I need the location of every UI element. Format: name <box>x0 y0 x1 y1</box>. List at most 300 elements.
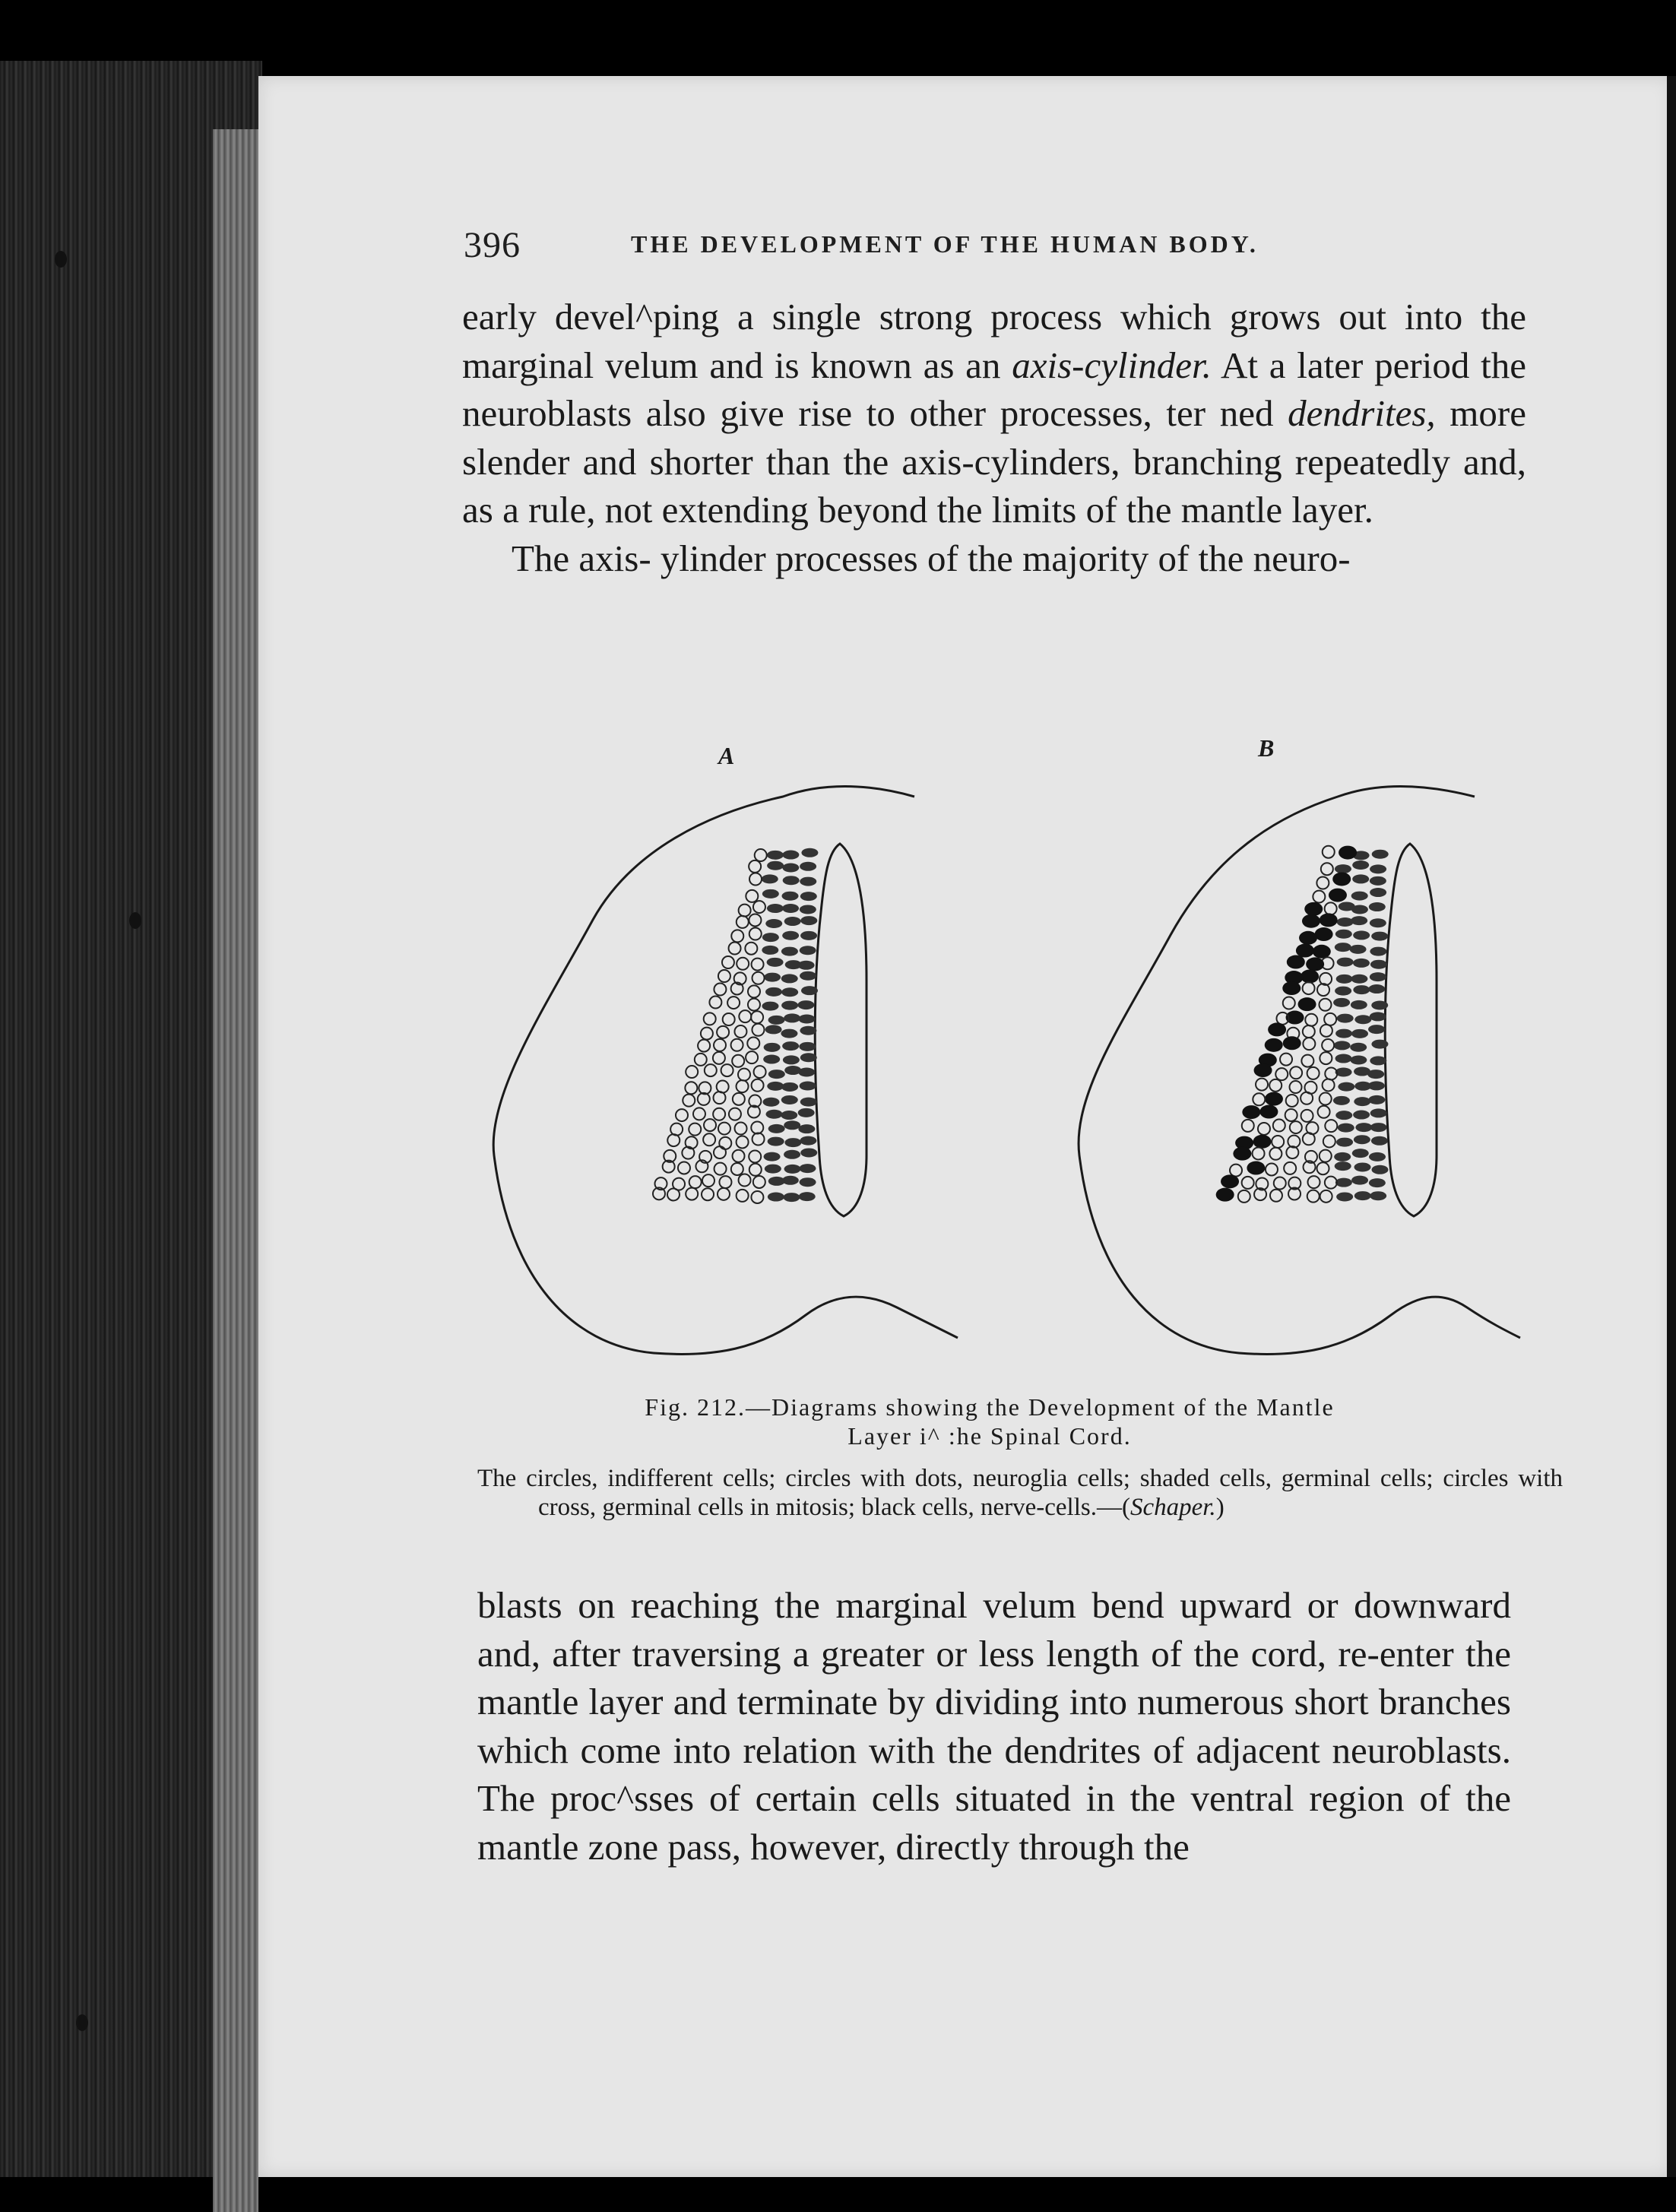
indifferent-cell <box>1273 1120 1285 1132</box>
legend-text: The circles, indifferent cells; circles with dots, neuroglia cells; shaded cells, germinal cells; circles with cross, germinal cells in mitosis; black cells, nerve-cells.—( <box>477 1465 1563 1521</box>
indifferent-cell <box>1238 1190 1250 1203</box>
germinal-cell <box>765 919 782 928</box>
indifferent-cell <box>695 1054 707 1066</box>
indifferent-cell <box>1230 1165 1242 1177</box>
germinal-cell <box>781 1029 797 1038</box>
indifferent-cell <box>689 1176 702 1188</box>
germinal-cell <box>784 1013 800 1022</box>
germinal-cell <box>765 1025 782 1034</box>
indifferent-cell <box>751 1191 763 1203</box>
indifferent-cell <box>1272 1136 1284 1148</box>
indifferent-cell <box>752 972 765 984</box>
germinal-cell <box>1371 932 1388 941</box>
panel-b-diagram <box>1079 787 1520 1355</box>
nerve-cell <box>1287 955 1305 969</box>
panel-a-diagram <box>493 787 958 1355</box>
indifferent-cell <box>749 873 762 886</box>
germinal-cell <box>799 1042 816 1051</box>
indifferent-cell <box>678 1161 690 1174</box>
indifferent-cell <box>729 1108 741 1120</box>
germinal-cell <box>1370 1108 1387 1117</box>
indifferent-cell <box>704 1119 716 1131</box>
germinal-cell <box>781 987 798 997</box>
indifferent-cell <box>749 860 761 873</box>
indifferent-cell <box>1290 1066 1302 1079</box>
indifferent-cell <box>723 1013 735 1025</box>
running-title: THE DEVELOPMENT OF THE HUMAN BODY. <box>631 230 1259 258</box>
germinal-cell <box>764 1043 781 1052</box>
indifferent-cell <box>731 930 743 942</box>
germinal-cell <box>762 933 779 942</box>
nerve-cell <box>1247 1161 1265 1175</box>
scan-speck <box>55 251 67 268</box>
indifferent-cell <box>1256 1079 1268 1091</box>
germinal-cell <box>1370 960 1387 969</box>
page-header <box>464 224 1513 270</box>
indifferent-cell <box>1307 1190 1320 1203</box>
term-dendrites: dendrites, <box>1288 392 1436 434</box>
germinal-cell <box>782 864 799 873</box>
scan-border-right <box>1667 76 1676 2177</box>
indifferent-cell <box>698 1040 710 1052</box>
germinal-cell <box>765 987 782 997</box>
germinal-cell <box>799 1192 816 1201</box>
nerve-cell <box>1298 997 1316 1011</box>
paragraph-bottom <box>477 1581 1511 1871</box>
paragraph-top <box>462 293 1526 582</box>
germinal-cell <box>1353 1111 1370 1120</box>
indifferent-cell <box>1270 1190 1282 1202</box>
indifferent-cell <box>751 1121 763 1133</box>
indifferent-cell <box>1253 1147 1265 1159</box>
nerve-cell <box>1221 1174 1239 1188</box>
indifferent-cell <box>702 1174 714 1187</box>
nerve-cell <box>1254 1063 1272 1077</box>
indifferent-cell <box>739 1174 751 1187</box>
germinal-cell <box>1355 1123 1372 1132</box>
indifferent-cell <box>745 943 757 955</box>
indifferent-cell <box>683 1095 695 1107</box>
indifferent-cell <box>714 1146 726 1158</box>
indifferent-cell <box>1317 984 1329 996</box>
germinal-cell <box>1370 888 1386 897</box>
indifferent-cell <box>718 1123 730 1135</box>
scan-speck <box>76 2014 88 2031</box>
indifferent-cell <box>1301 1055 1313 1067</box>
nerve-cell <box>1216 1188 1234 1202</box>
germinal-cell <box>1353 985 1370 994</box>
indifferent-cell <box>731 1039 743 1051</box>
germinal-cell <box>784 917 801 926</box>
indifferent-cell <box>1253 1093 1265 1105</box>
scan-speck <box>129 912 141 929</box>
nerve-cell <box>1313 945 1331 959</box>
panel-a-cells <box>653 848 818 1203</box>
germinal-cell <box>1335 1054 1352 1063</box>
germinal-cell <box>767 861 784 870</box>
caption-line-2: Layer i^ :he Spinal Cord. <box>848 1422 1132 1450</box>
indifferent-cell <box>704 1013 716 1025</box>
paragraph-continued <box>462 293 1526 534</box>
germinal-cell <box>1352 874 1369 883</box>
germinal-cell <box>768 1177 785 1186</box>
indifferent-cell <box>1286 1146 1298 1158</box>
germinal-cell <box>1352 860 1369 870</box>
indifferent-cell <box>670 1123 683 1136</box>
germinal-cell <box>1369 1152 1386 1161</box>
nerve-cell <box>1282 981 1301 995</box>
germinal-cell <box>765 1165 781 1174</box>
nerve-cell <box>1242 1105 1260 1119</box>
germinal-cell <box>768 1124 785 1133</box>
germinal-cell <box>1336 1192 1353 1201</box>
panel-label-b: B <box>1258 734 1275 762</box>
indifferent-cell <box>749 914 761 926</box>
germinal-cell <box>1353 959 1370 968</box>
indifferent-cell <box>1290 1081 1302 1093</box>
germinal-cell <box>1335 943 1351 952</box>
germinal-cell <box>800 892 817 901</box>
indifferent-cell <box>693 1108 705 1120</box>
germinal-cell <box>1371 1000 1388 1009</box>
page-number: 396 <box>464 225 521 265</box>
indifferent-cell <box>709 997 721 1009</box>
indifferent-cell <box>713 1108 725 1120</box>
germinal-cell <box>1370 947 1386 956</box>
germinal-cell <box>1352 1149 1369 1158</box>
germinal-cell <box>768 1070 785 1079</box>
indifferent-cell <box>739 1010 751 1022</box>
germinal-cell <box>800 931 817 940</box>
indifferent-cell <box>755 849 767 861</box>
nerve-cell <box>1301 969 1319 983</box>
germinal-cell <box>1351 974 1367 984</box>
germinal-cell <box>782 851 799 860</box>
germinal-cell <box>1368 1025 1385 1034</box>
book-page-stack-edge <box>0 61 262 2177</box>
indifferent-cell <box>1301 1092 1313 1104</box>
indifferent-cell <box>1320 1150 1332 1162</box>
panel-label-a: A <box>718 742 735 769</box>
indifferent-cell <box>749 928 762 940</box>
indifferent-cell <box>1290 1121 1302 1133</box>
indifferent-cell <box>1303 982 1315 994</box>
indifferent-cell <box>1288 1136 1300 1148</box>
germinal-cell <box>1368 1095 1385 1104</box>
germinal-cell <box>1335 864 1351 873</box>
indifferent-cell <box>667 1134 680 1146</box>
indifferent-cell <box>667 1188 680 1200</box>
germinal-cell <box>1333 1096 1350 1105</box>
germinal-cell <box>1370 864 1386 873</box>
germinal-cell <box>1337 958 1354 967</box>
germinal-cell <box>1370 1191 1386 1200</box>
nerve-cell <box>1259 1105 1278 1119</box>
germinal-cell <box>1372 850 1389 859</box>
germinal-cell <box>1354 1082 1371 1091</box>
germinal-cell <box>781 1082 798 1092</box>
germinal-cell <box>1369 902 1386 911</box>
nerve-cell <box>1306 957 1324 971</box>
germinal-cell <box>782 904 799 913</box>
germinal-cell <box>1354 1015 1371 1024</box>
germinal-cell <box>1338 1082 1354 1092</box>
germinal-cell <box>762 1098 779 1107</box>
germinal-cell <box>1353 930 1370 940</box>
indifferent-cell <box>722 956 734 968</box>
para1-text-c: more slender and shorter than the axis-cylinders, branching repeatedly and, as a rule, not extending beyond the limits of the mantle layer. <box>462 392 1526 531</box>
nerve-cell <box>1320 913 1338 927</box>
indifferent-cell <box>719 1137 731 1149</box>
indifferent-cell <box>749 1164 762 1176</box>
indifferent-cell <box>703 1133 715 1146</box>
indifferent-cell <box>685 1082 697 1094</box>
legend-close: ) <box>1215 1494 1225 1521</box>
nerve-cell <box>1304 902 1323 916</box>
germinal-cell <box>1370 918 1386 927</box>
indifferent-cell <box>731 1163 743 1175</box>
germinal-cell <box>1354 1162 1371 1171</box>
nerve-cell <box>1253 1135 1272 1149</box>
indifferent-cell <box>1323 1135 1335 1147</box>
indifferent-cell <box>735 1123 747 1135</box>
indifferent-cell <box>686 1066 698 1078</box>
germinal-cell <box>1371 1136 1388 1146</box>
germinal-cell <box>1351 1000 1367 1009</box>
germinal-cell <box>781 1095 798 1104</box>
germinal-cell <box>798 1108 815 1117</box>
indifferent-cell <box>1274 1177 1286 1190</box>
germinal-cell <box>1333 998 1350 1007</box>
indifferent-cell <box>705 1064 717 1076</box>
nerve-cell <box>1339 846 1357 860</box>
germinal-cell <box>800 916 817 925</box>
panel-b-cells <box>1216 846 1389 1203</box>
indifferent-cell <box>1320 1190 1332 1203</box>
germinal-cell <box>1370 972 1386 981</box>
germinal-cell <box>784 1120 800 1130</box>
germinal-cell <box>767 851 784 860</box>
germinal-cell <box>1351 1176 1368 1185</box>
indifferent-cell <box>746 890 758 902</box>
indifferent-cell <box>721 1064 733 1076</box>
germinal-cell <box>762 1002 778 1011</box>
indifferent-cell <box>752 1024 764 1036</box>
indifferent-cell <box>1325 1120 1337 1132</box>
indifferent-cell <box>739 905 751 917</box>
indifferent-cell <box>1320 1052 1332 1064</box>
germinal-cell <box>1350 945 1367 954</box>
indifferent-cell <box>747 1038 759 1050</box>
indifferent-cell <box>1285 1109 1297 1121</box>
indifferent-cell <box>1286 1095 1298 1107</box>
germinal-cell <box>1335 1029 1352 1038</box>
indifferent-cell <box>737 1080 749 1092</box>
nerve-cell <box>1268 1022 1286 1036</box>
indifferent-cell <box>1320 1093 1332 1105</box>
germinal-cell <box>1336 974 1353 984</box>
indifferent-cell <box>1323 1079 1335 1091</box>
germinal-cell <box>1369 1178 1386 1187</box>
germinal-cell <box>801 848 818 857</box>
indifferent-cell <box>733 1150 745 1162</box>
germinal-cell <box>800 1177 816 1187</box>
germinal-cell <box>1339 902 1355 911</box>
indifferent-cell <box>753 901 765 913</box>
germinal-cell <box>781 1111 797 1120</box>
germinal-cell <box>1337 917 1354 927</box>
indifferent-cell <box>1275 1068 1288 1080</box>
indifferent-cell <box>1323 846 1335 858</box>
germinal-cell <box>762 946 778 955</box>
germinal-cell <box>1336 1138 1353 1147</box>
germinal-cell <box>1335 1161 1351 1171</box>
indifferent-cell <box>1305 1014 1317 1026</box>
indifferent-cell <box>718 970 730 982</box>
germinal-cell <box>1335 1178 1352 1187</box>
para1-text-a: early devel^ping a single strong process which grows out into the marginal velum and is known as an <box>462 296 1526 386</box>
indifferent-cell <box>752 959 764 971</box>
germinal-cell <box>1371 1165 1388 1174</box>
germinal-cell <box>1338 1123 1354 1133</box>
nerve-cell <box>1265 1038 1283 1052</box>
paragraph-axis-cylinder: The axis- ylinder processes of the majority of the neuro- <box>512 537 1351 579</box>
germinal-cell <box>1350 1055 1367 1064</box>
germinal-cell <box>1334 1152 1351 1161</box>
germinal-cell <box>1335 987 1351 996</box>
indifferent-cell <box>714 1039 726 1051</box>
germinal-cell <box>783 876 800 885</box>
germinal-cell <box>1351 916 1367 925</box>
indifferent-cell <box>1321 863 1333 875</box>
germinal-cell <box>1335 930 1352 939</box>
germinal-cell <box>1371 1040 1388 1049</box>
germinal-cell <box>800 862 816 871</box>
indifferent-cell <box>1325 1067 1337 1079</box>
germinal-cell <box>800 1136 816 1146</box>
germinal-cell <box>800 946 816 955</box>
germinal-cell <box>764 1152 781 1161</box>
germinal-cell <box>765 1110 782 1119</box>
germinal-cell <box>798 1124 815 1133</box>
indifferent-cell <box>1322 1039 1334 1051</box>
nerve-cell <box>1315 927 1333 941</box>
indifferent-cell <box>1325 1177 1337 1189</box>
indifferent-cell <box>1266 1163 1278 1175</box>
germinal-cell <box>781 1001 798 1010</box>
germinal-cell <box>800 1053 817 1062</box>
indifferent-cell <box>1313 891 1325 903</box>
germinal-cell <box>768 1016 785 1025</box>
germinal-cell <box>799 1164 816 1173</box>
figure-caption <box>477 1393 1502 1450</box>
germinal-cell <box>767 958 784 967</box>
germinal-cell <box>784 1165 801 1174</box>
nerve-cell <box>1302 914 1320 928</box>
indifferent-cell <box>746 1051 758 1063</box>
germinal-cell <box>1337 1014 1354 1023</box>
indifferent-cell <box>689 1123 701 1136</box>
indifferent-cell <box>751 1011 763 1023</box>
germinal-cell <box>768 1193 784 1202</box>
figure-legend <box>477 1464 1563 1522</box>
indifferent-cell <box>1307 1067 1320 1079</box>
indifferent-cell <box>1284 1162 1296 1174</box>
germinal-cell <box>784 1150 800 1159</box>
indifferent-cell <box>1303 1025 1315 1038</box>
indifferent-cell <box>738 1069 750 1081</box>
germinal-cell <box>782 931 799 940</box>
germinal-cell <box>798 1014 815 1023</box>
spinal-cord-diagrams <box>456 730 1535 1376</box>
paragraph-blasts: blasts on reaching the marginal velum bend upward or downward and, after traversing a greater or less length of the cord, re-enter the mantle layer and terminate by dividing into numerous short branches which come into relation with the dendrites of adjacent neuroblasts. The proc^sses of certain cells situated in the ventral region of the mantle zone pass, however, directly through the <box>477 1584 1511 1868</box>
germinal-cell <box>1368 984 1385 993</box>
germinal-cell <box>767 904 784 913</box>
indifferent-cell <box>1242 1177 1254 1189</box>
indifferent-cell <box>1317 1162 1329 1174</box>
indifferent-cell <box>1269 1079 1282 1092</box>
indifferent-cell <box>717 1081 729 1093</box>
caption-line-1: Fig. 212.—Diagrams showing the Development of the Mantle <box>645 1393 1335 1421</box>
indifferent-cell <box>714 1163 727 1175</box>
germinal-cell <box>1370 1123 1387 1132</box>
indifferent-cell <box>732 1055 744 1067</box>
indifferent-cell <box>718 1188 730 1200</box>
indifferent-cell <box>748 999 760 1011</box>
indifferent-cell <box>749 1150 761 1162</box>
indifferent-cell <box>737 1136 749 1148</box>
indifferent-cell <box>1308 1176 1320 1188</box>
germinal-cell <box>1354 1191 1371 1200</box>
indifferent-cell <box>1325 902 1337 914</box>
germinal-cell <box>801 986 818 995</box>
indifferent-cell <box>1324 1013 1336 1025</box>
indifferent-cell <box>729 943 741 955</box>
nerve-cell <box>1332 872 1351 886</box>
germinal-cell <box>1354 1097 1370 1106</box>
germinal-cell <box>781 947 798 956</box>
germinal-cell <box>1354 1135 1370 1144</box>
indifferent-cell <box>1320 1025 1332 1037</box>
germinal-cell <box>768 1137 784 1146</box>
indifferent-cell <box>737 916 749 928</box>
germinal-cell <box>800 905 816 914</box>
germinal-cell <box>1370 1012 1386 1021</box>
germinal-cell <box>800 1148 817 1157</box>
germinal-cell <box>797 1000 814 1009</box>
indifferent-cell <box>737 958 749 970</box>
germinal-cell <box>783 1193 800 1202</box>
para1-text-b: At a later period the neuroblasts also give rise to other processes, ter ned <box>462 344 1526 434</box>
indifferent-cell <box>1283 997 1295 1009</box>
germinal-cell <box>781 974 798 983</box>
indifferent-cell <box>676 1109 688 1121</box>
indifferent-cell <box>1258 1123 1270 1135</box>
indifferent-cell <box>719 1176 731 1188</box>
germinal-cell <box>762 889 779 898</box>
legend-author: Schaper. <box>1129 1494 1216 1521</box>
nerve-cell <box>1233 1147 1251 1161</box>
indifferent-cell <box>727 997 740 1009</box>
germinal-cell <box>800 971 816 981</box>
figure-212 <box>456 730 1535 1376</box>
indifferent-cell <box>734 1025 746 1038</box>
germinal-cell <box>782 1041 799 1051</box>
germinal-cell <box>800 1082 816 1091</box>
germinal-cell <box>784 1138 801 1147</box>
germinal-cell <box>1351 892 1368 901</box>
indifferent-cell <box>754 1066 766 1078</box>
